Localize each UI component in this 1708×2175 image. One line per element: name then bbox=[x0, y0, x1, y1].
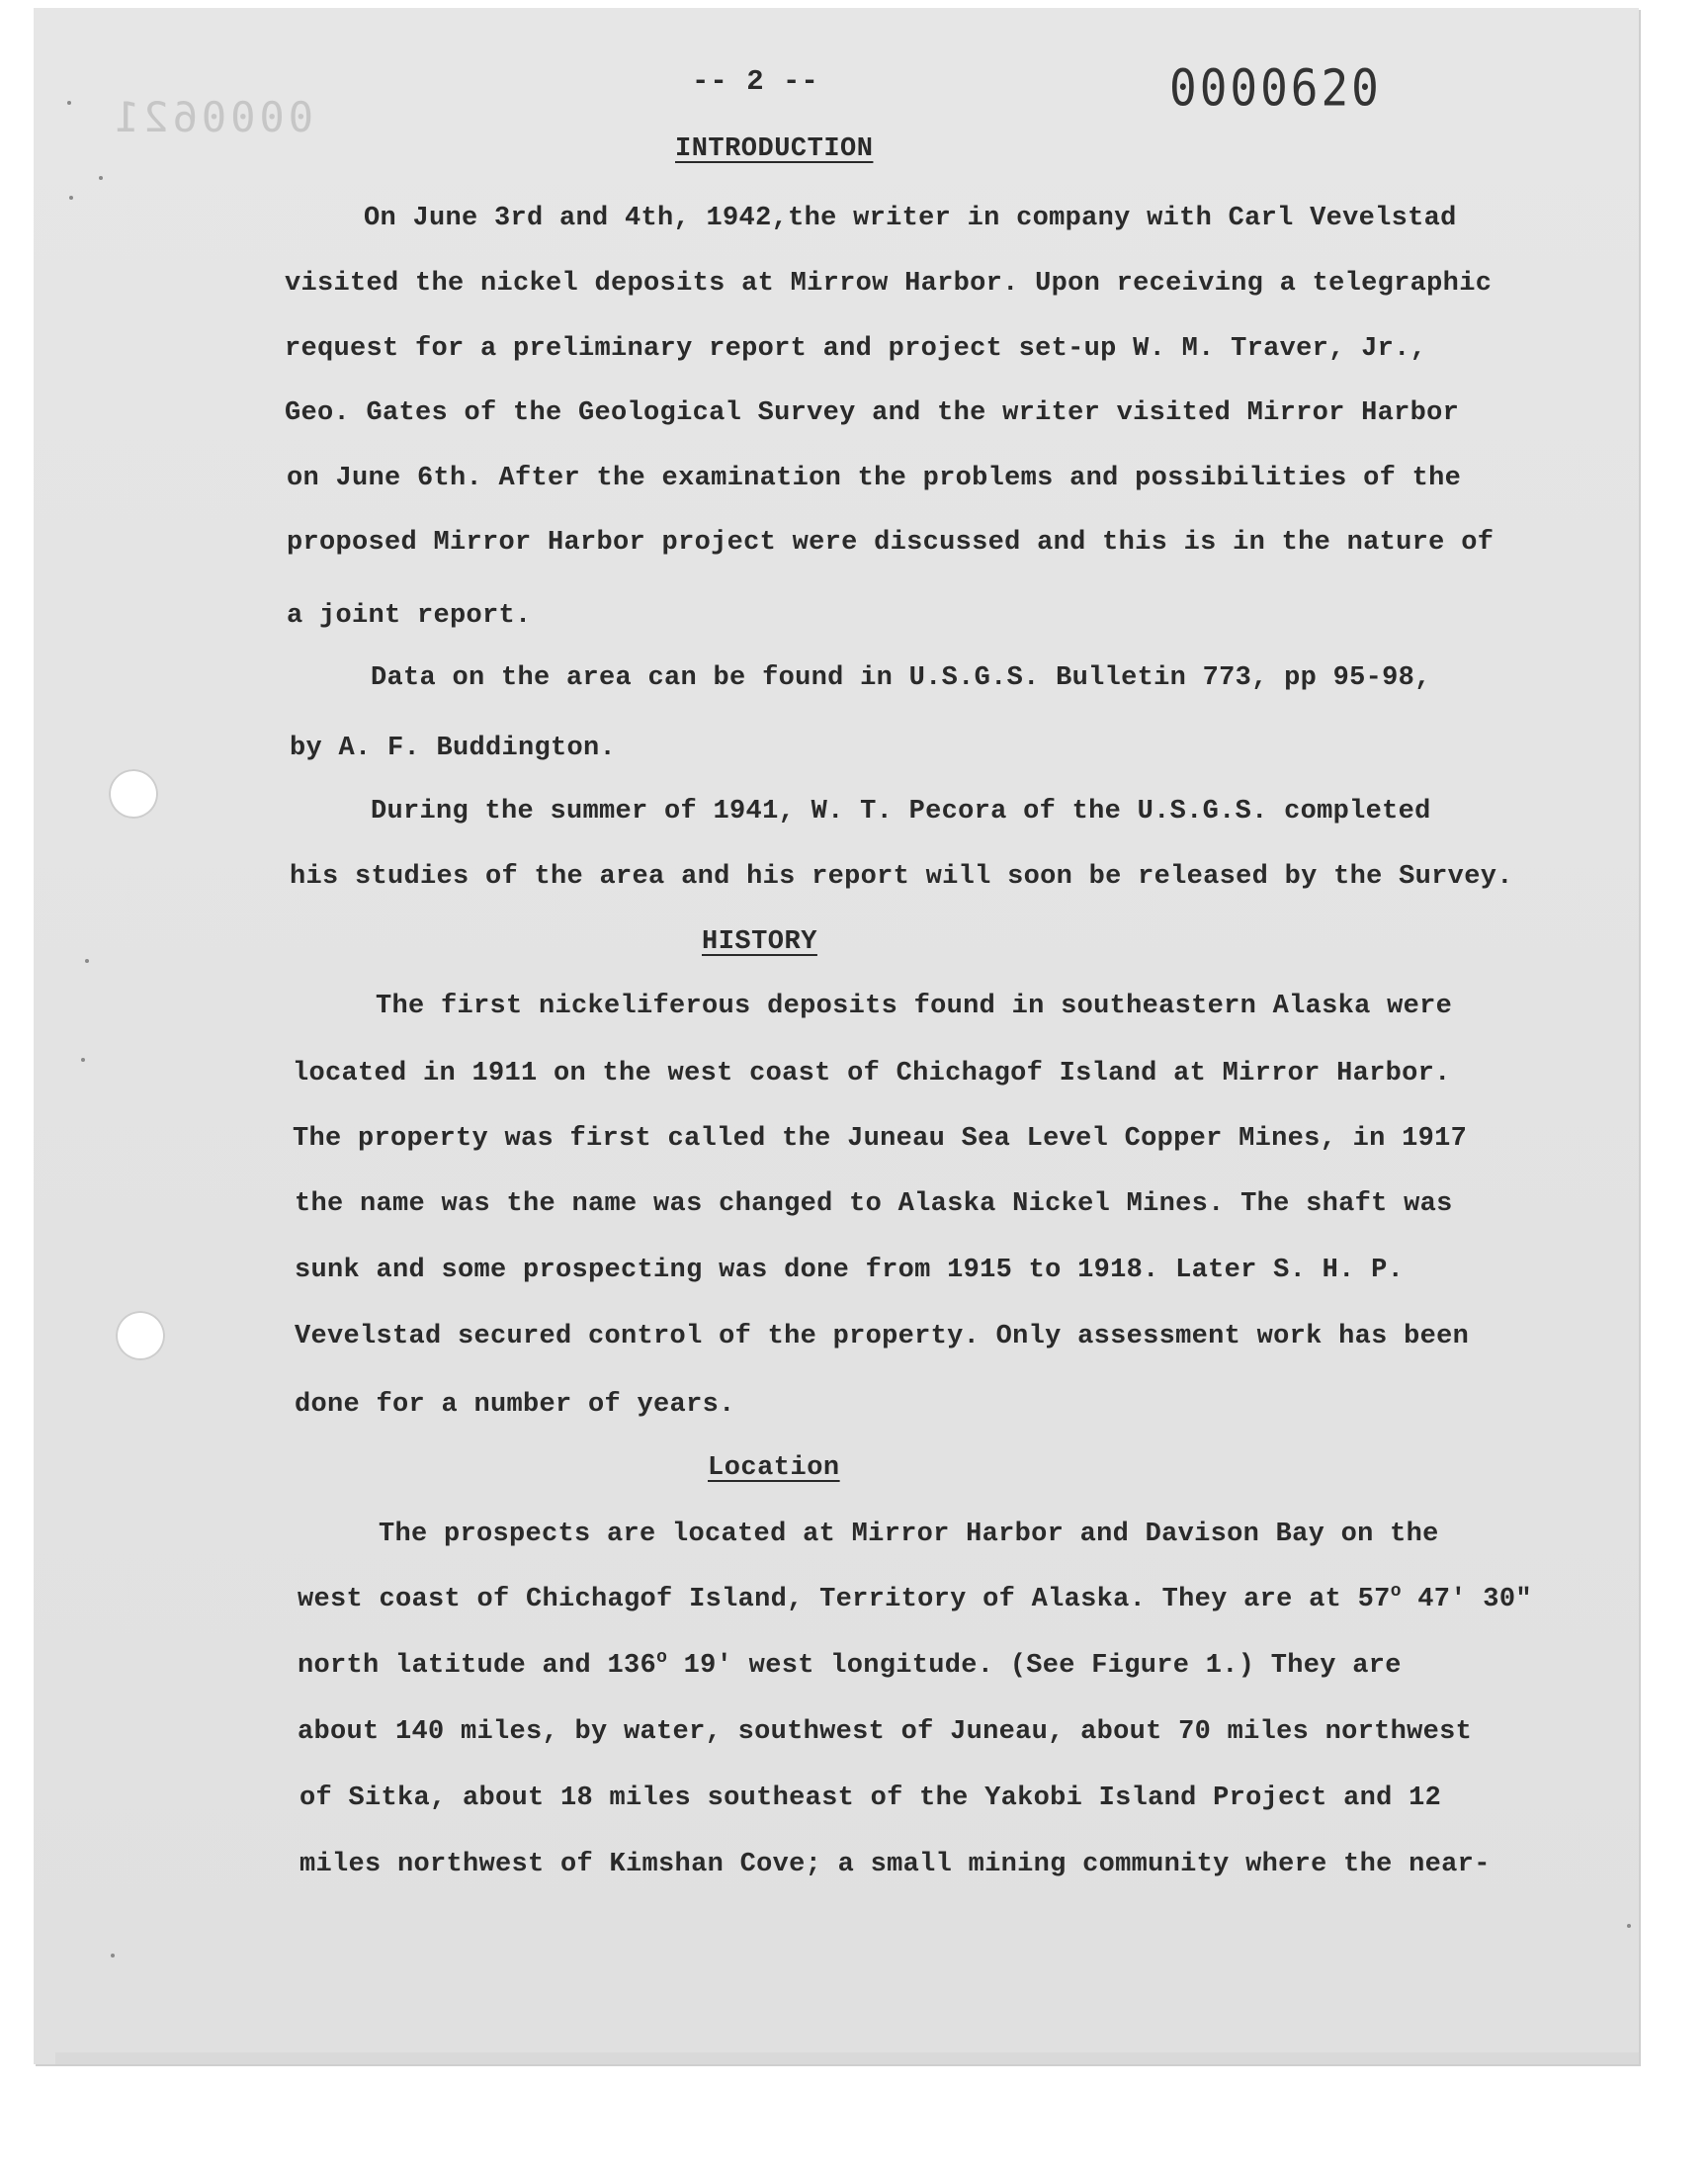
degree-symbol: o bbox=[1390, 1582, 1402, 1602]
location-line: west coast of Chichagof Island, Territory of Alaska. They are at 57$^o$ 47' 30" bbox=[298, 1582, 1532, 1614]
scan-speck bbox=[99, 176, 103, 180]
history-line: The first nickeliferous deposits found in southeastern Alaska were bbox=[376, 992, 1453, 1021]
introduction-line: Data on the area can be found in U.S.G.S. Bulletin 773, pp 95-98, bbox=[371, 663, 1431, 693]
scan-speck bbox=[81, 1058, 85, 1062]
page-number: -- 2 -- bbox=[692, 65, 819, 98]
scan-speck bbox=[111, 1954, 115, 1958]
location-line: miles northwest of Kimshan Cove; a small mining community where the near- bbox=[299, 1850, 1491, 1879]
introduction-line: a joint report. bbox=[287, 601, 532, 631]
introduction-line: Geo. Gates of the Geological Survey and the writer visited Mirror Harbor bbox=[285, 398, 1460, 428]
introduction-heading: INTRODUCTION bbox=[675, 134, 874, 164]
document-number-stamp: 0000620 bbox=[1169, 58, 1382, 118]
location-line: of Sitka, about 18 miles southeast of the Yakobi Island Project and 12 bbox=[299, 1784, 1442, 1813]
history-line: the name was the name was changed to Alaska Nickel Mines. The shaft was bbox=[295, 1189, 1453, 1219]
scan-speck bbox=[69, 196, 73, 200]
history-line: Vevelstad secured control of the property. Only assessment work has been bbox=[295, 1322, 1470, 1351]
scan-speck bbox=[1627, 1924, 1631, 1928]
introduction-line: During the summer of 1941, W. T. Pecora of the U.S.G.S. completed bbox=[371, 797, 1431, 826]
history-line: sunk and some prospecting was done from 1915 to 1918. Later S. H. P. bbox=[295, 1256, 1405, 1285]
history-heading: HISTORY bbox=[702, 927, 817, 957]
introduction-line: on June 6th. After the examination the problems and possibilities of the bbox=[287, 464, 1462, 493]
introduction-line: by A. F. Buddington. bbox=[290, 734, 617, 763]
history-line: located in 1911 on the west coast of Chichagof Island at Mirror Harbor. bbox=[293, 1059, 1451, 1088]
punch-hole-bottom bbox=[116, 1311, 165, 1360]
introduction-line: On June 3rd and 4th, 1942,the writer in company with Carl Vevelstad bbox=[364, 204, 1457, 233]
history-line: done for a number of years. bbox=[295, 1390, 735, 1420]
scan-speck bbox=[85, 959, 89, 963]
introduction-line: his studies of the area and his report will soon be released by the Survey. bbox=[290, 862, 1513, 892]
document-page bbox=[34, 8, 1639, 2064]
introduction-line: request for a preliminary report and project set-up W. M. Traver, Jr., bbox=[285, 334, 1427, 364]
page-bottom-edge bbox=[55, 2052, 1639, 2064]
location-line: about 140 miles, by water, southwest of Juneau, about 70 miles northwest bbox=[298, 1717, 1473, 1747]
location-heading: Location bbox=[708, 1453, 840, 1483]
bleed-through-number: 0000621 bbox=[111, 93, 314, 141]
punch-hole-top bbox=[109, 769, 158, 819]
introduction-line: visited the nickel deposits at Mirrow Harbor. Upon receiving a telegraphic bbox=[285, 269, 1493, 299]
introduction-line: proposed Mirror Harbor project were discussed and this is in the nature of bbox=[287, 528, 1494, 558]
location-line: The prospects are located at Mirror Harbor and Davison Bay on the bbox=[379, 1520, 1439, 1549]
history-line: The property was first called the Juneau Sea Level Copper Mines, in 1917 bbox=[293, 1124, 1468, 1154]
scan-speck bbox=[67, 101, 71, 105]
degree-symbol: o bbox=[656, 1648, 668, 1668]
location-line: north latitude and 136$^o$ 19' west longitude. (See Figure 1.) They are bbox=[298, 1648, 1402, 1681]
